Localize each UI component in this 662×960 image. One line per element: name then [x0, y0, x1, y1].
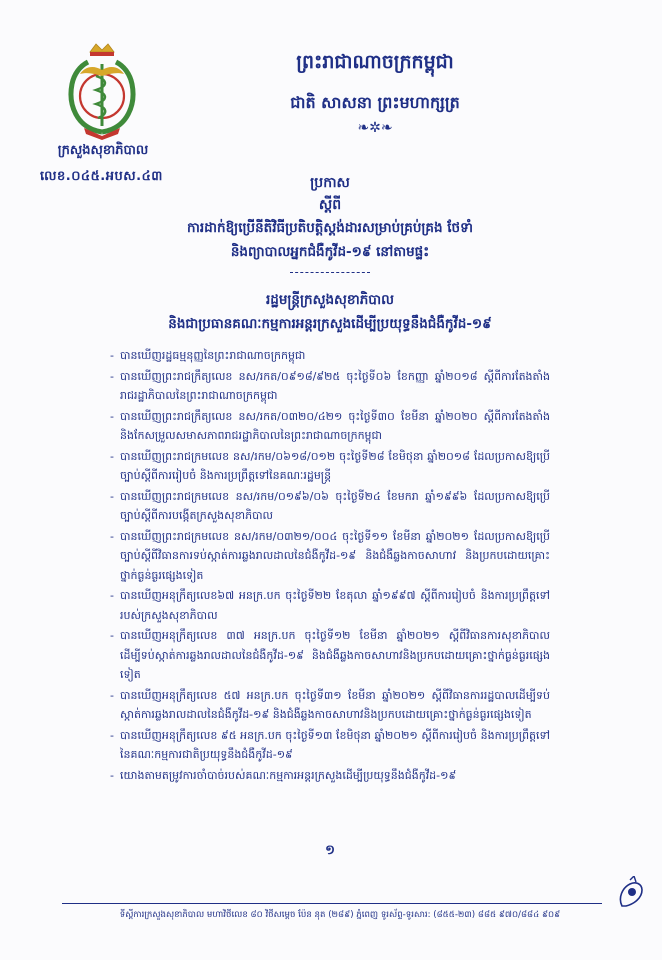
title-block [60, 172, 600, 273]
national-motto: ជាតិ សាសនា ព្រះមហាក្សត្រ [290, 93, 460, 112]
title-about: ស្តីពី [318, 197, 342, 213]
clause-item: - បានឃើញរដ្ឋធម្មនុញ្ញនៃព្រះរាជាណាចក្រកម្ពុជា [110, 346, 550, 366]
clause-item: - បានឃើញអនុក្រឹត្យលេខ៦៧ អនក្រ.បក ចុះថ្ងៃទី២២ ខែតុលា ឆ្នាំ១៩៩៧ ស្តីពីការរៀបចំ និងការប្រព្រឹត្តទៅរបស់ក្រសួងសុខាភិបាល [110, 586, 550, 625]
title-divider [290, 272, 370, 273]
clause-item: - បានឃើញអនុក្រឹត្យលេខ ៥៧ អនក្រ.បក ចុះថ្ងៃទី៣១ ខែមីនា ឆ្នាំ២០២១ ស្តីពីវិធានការរដ្ឋបាលដើម្បីទប់ស្កាត់ការឆ្លងរាលដាលនៃជំងឺកូវីដ-១៩ និងជំងឺឆ្លងកាចសាហាវនិងប្រកបដោយគ្រោះថ្នាក់ធ្ងន់ធ្ងរផ្សេងទៀត [110, 686, 550, 725]
footer-emblem-icon [616, 876, 646, 910]
footer-divider [62, 903, 602, 904]
subject-line-2: និងព្យាបាលអ្នកជំងឺកូវីដ-១៩ នៅតាមផ្ទះ [230, 244, 430, 260]
kingdom-title: ព្រះរាជាណាចក្រកម្ពុជា [296, 51, 454, 73]
clause-item: - បានឃើញព្រះរាជក្រឹត្យលេខ នស/រកត/០៩១៨/៩២៥ ចុះថ្ងៃទី០៦ ខែកញ្ញា ឆ្នាំ២០១៨ ស្តីពីការតែងតាំងរាជរដ្ឋាភិបាលនៃព្រះរាជាណាចក្រកម្ពុជា [110, 367, 550, 406]
issuer-line-2: និងជាប្រធានគណៈកម្មការអន្តរក្រសួងដើម្បីប្រយុទ្ធនឹងជំងឺកូវីដ-១៩ [168, 316, 492, 332]
ministry-emblem-icon [62, 40, 142, 140]
clause-item: - បានឃើញព្រះរាជក្រមលេខ នស/រកម/០៣២១/០០៤ ចុះថ្ងៃទី១១ ខែមីនា ឆ្នាំ២០២១ ដែលប្រកាសឱ្យប្រើច្បាប់ស្តីពីវិធានការទប់ស្កាត់ការឆ្លងរាលដាលនៃជំងឺកូវីដ-១៩ និងជំងឺឆ្លងកាចសាហាវ និងប្រកបដោយគ្រោះថ្នាក់ធ្ងន់ធ្ងរផ្សេងទៀត [110, 527, 550, 586]
document-type: ប្រកាស [310, 175, 350, 191]
clause-item: - បានឃើញព្រះរាជក្រមលេខ នស/រកម/០១៩៦/០៦ ចុះថ្ងៃទី២៤ ខែមករា ឆ្នាំ១៩៩៦ ដែលប្រកាសឱ្យប្រើច្បាប់ស្តីពីការបង្កើតក្រសួងសុខាភិបាល [110, 487, 550, 526]
footer-address: ទីស្តីការក្រសួងសុខាភិបាល មហាវិថីលេខ ៨០ វិថីសម្តេច ប៉ែន នុត (២៨៩) ភ្នំពេញ ទូរស័ព្ទ-ទូរសារ: (៨៥៥-២៣) ៨៨៥ ៩៧០/៨៨៤ ៩០៩ [119, 910, 561, 920]
clause-item: - យោងតាមតម្រូវការចាំបាច់របស់គណៈកម្មការអន្តរក្រសួងដើម្បីប្រយុទ្ធនឹងជំងឺកូវីដ-១៩ [110, 766, 550, 786]
clause-list [110, 346, 550, 786]
subject-line-1: ការដាក់ឱ្យប្រើនីតិវិធីប្រតិបត្តិស្តង់ដារសម្រាប់គ្រប់គ្រង ថែទាំ [187, 220, 473, 236]
reference-number: លេខ.០៤៥.អបស.៤៣ [40, 169, 163, 184]
issuer-block [60, 288, 600, 336]
clause-item: - បានឃើញព្រះរាជក្រមលេខ នស/រកម/០៦១៨/០១២ ចុះថ្ងៃទី២៨ ខែមិថុនា ឆ្នាំ២០១៨ ដែលប្រកាសឱ្យប្រើច្បាប់ស្តីពីការរៀបចំ និងការប្រព្រឹត្តទៅនៃគណៈរដ្ឋមន្ត្រី [110, 447, 550, 486]
ministry-name: ក្រសួងសុខាភិបាល [57, 143, 149, 158]
clause-item: - បានឃើញអនុក្រឹត្យលេខ ៣៧ អនក្រ.បក ចុះថ្ងៃទី១២ ខែមីនា ឆ្នាំ២០២១ ស្តីពីវិធានការសុខាភិបាលដើម្បីទប់ស្កាត់ការឆ្លងរាលដាលនៃជំងឺកូវីដ-១៩ និងជំងឺឆ្លងកាចសាហាវនិងប្រកបដោយគ្រោះថ្នាក់ធ្ងន់ធ្ងរផ្សេងទៀត [110, 626, 550, 685]
clause-item: - បានឃើញព្រះរាជក្រឹត្យលេខ នស/រកត/០៣២០/៤២១ ចុះថ្ងៃទី៣០ ខែមីនា ឆ្នាំ២០២០ ស្តីពីការតែងតាំង និងកែសម្រួលសមាសភាពរាជរដ្ឋាភិបាលនៃព្រះរាជាណាចក្រកម្ពុជា [110, 407, 550, 446]
issuer-line-1: រដ្ឋមន្ត្រីក្រសួងសុខាភិបាល [265, 292, 394, 308]
ornament-divider: ❧✲❧ [357, 120, 393, 136]
clause-item: - បានឃើញអនុក្រឹត្យលេខ ៩៥ អនក្រ.បក ចុះថ្ងៃទី១៣ ខែមិថុនា ឆ្នាំ២០២១ ស្តីពីការរៀបចំ និងការប្រព្រឹត្តទៅនៃគណៈកម្មការជាតិប្រយុទ្ធនឹងជំងឺកូវីដ-១៩ [110, 726, 550, 765]
page-number: ១ [325, 843, 335, 858]
